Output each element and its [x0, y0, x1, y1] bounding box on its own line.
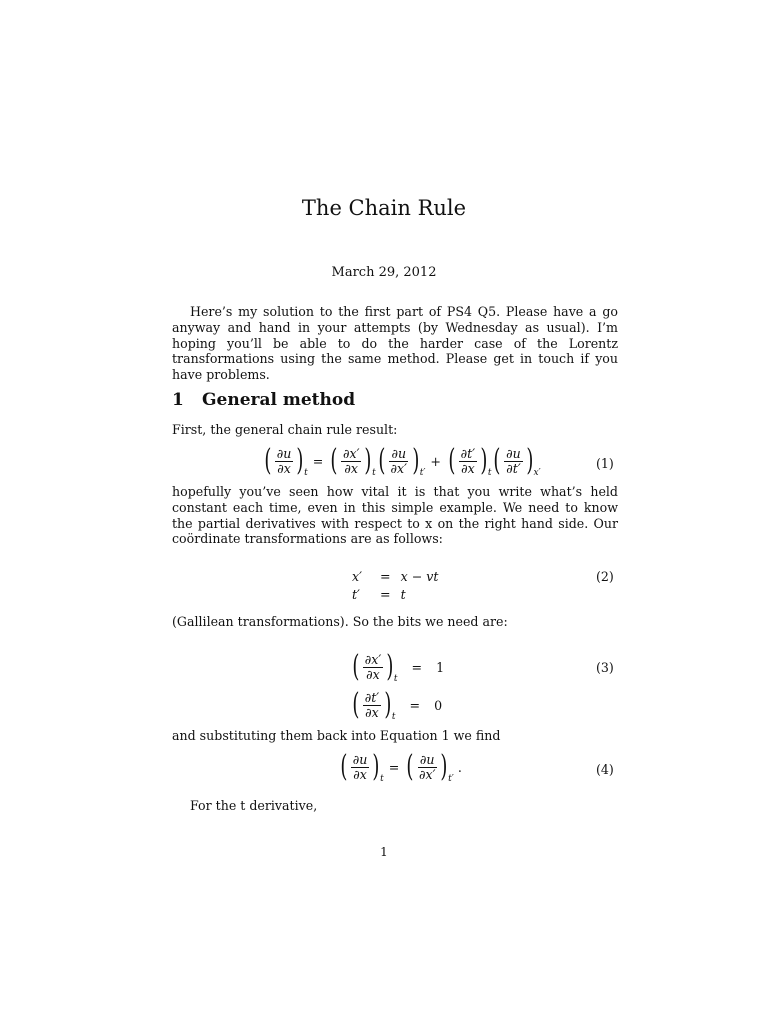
eq2-row1-lhs: x′ [352, 569, 362, 584]
gallilean-paragraph: (Gallilean transformations). So the bits we need are: [172, 614, 508, 629]
general-paragraph: First, the general chain rule result: [172, 422, 398, 437]
document-date: March 29, 2012 [331, 265, 437, 280]
eq3-row2-eq: = [409, 697, 421, 713]
section-heading [172, 390, 355, 410]
eq2-row2-eq: = [380, 587, 391, 602]
equation-number-2: (2) [596, 569, 614, 584]
eq2-row1-eq: = [380, 569, 391, 584]
eq2-row1-rhs: x − vt [400, 569, 439, 584]
page-number: 1 [380, 845, 388, 859]
eq3-row1-eq: = [411, 659, 423, 675]
equation-3: ( $\frac{\partial x'}{\partial x}$ ) t = 1 ( $\frac{\partial t'}{\partial x}$ ) t = 0 [352, 649, 445, 722]
eq2-row2-lhs: t′ [352, 587, 360, 602]
intro-paragraph: Here’s my solution to the first part of PS4 Q5. Please have a go anyway and hand in your attempts (by Wednesday as usual). I’m hoping you’ll be able to do the harder case of the Lorentz transformations using the same method. Please get in touch if you have problems. [172, 304, 618, 383]
section-number: 1 [172, 390, 184, 410]
equation-2 [352, 568, 438, 604]
section-title: General method [202, 390, 356, 410]
substituting-paragraph: and substituting them back into Equation 1 we find [172, 728, 501, 743]
eq2-row2-rhs: t [400, 587, 406, 602]
equation-1: ( $\frac{\partial u}{\partial x}$ ) t = ( $\frac{\partial x'}{\partial x}$ ) t ( $\frac{\partial u}{\partial x'}$ ) t′ + ( $\frac{\partial t'}{\partial x}$ ) t ( $\frac{\partial u}{\partial t'}$ ) x′ [264, 443, 541, 478]
hopefully-paragraph: hopefully you’ve seen how vital it is that you write what’s held constant each time, even in this simple example. We need to know the partial derivatives with respect to x on the right hand side. Our coördinate transformations are as follows: [172, 484, 618, 547]
equation-number-1: (1) [596, 456, 614, 471]
equation-number-4: (4) [596, 762, 614, 777]
eq3-row1-rhs: 1 [436, 659, 445, 675]
equation-4: ( $\frac{\partial u}{\partial x}$ ) t = ( $\frac{\partial u}{\partial x'}$ ) t′ . [340, 749, 462, 784]
document-title: The Chain Rule [301, 196, 467, 220]
equation-number-3: (3) [596, 660, 614, 675]
t-derivative-paragraph: For the t derivative, [190, 798, 318, 813]
eq3-row2-rhs: 0 [434, 697, 443, 713]
